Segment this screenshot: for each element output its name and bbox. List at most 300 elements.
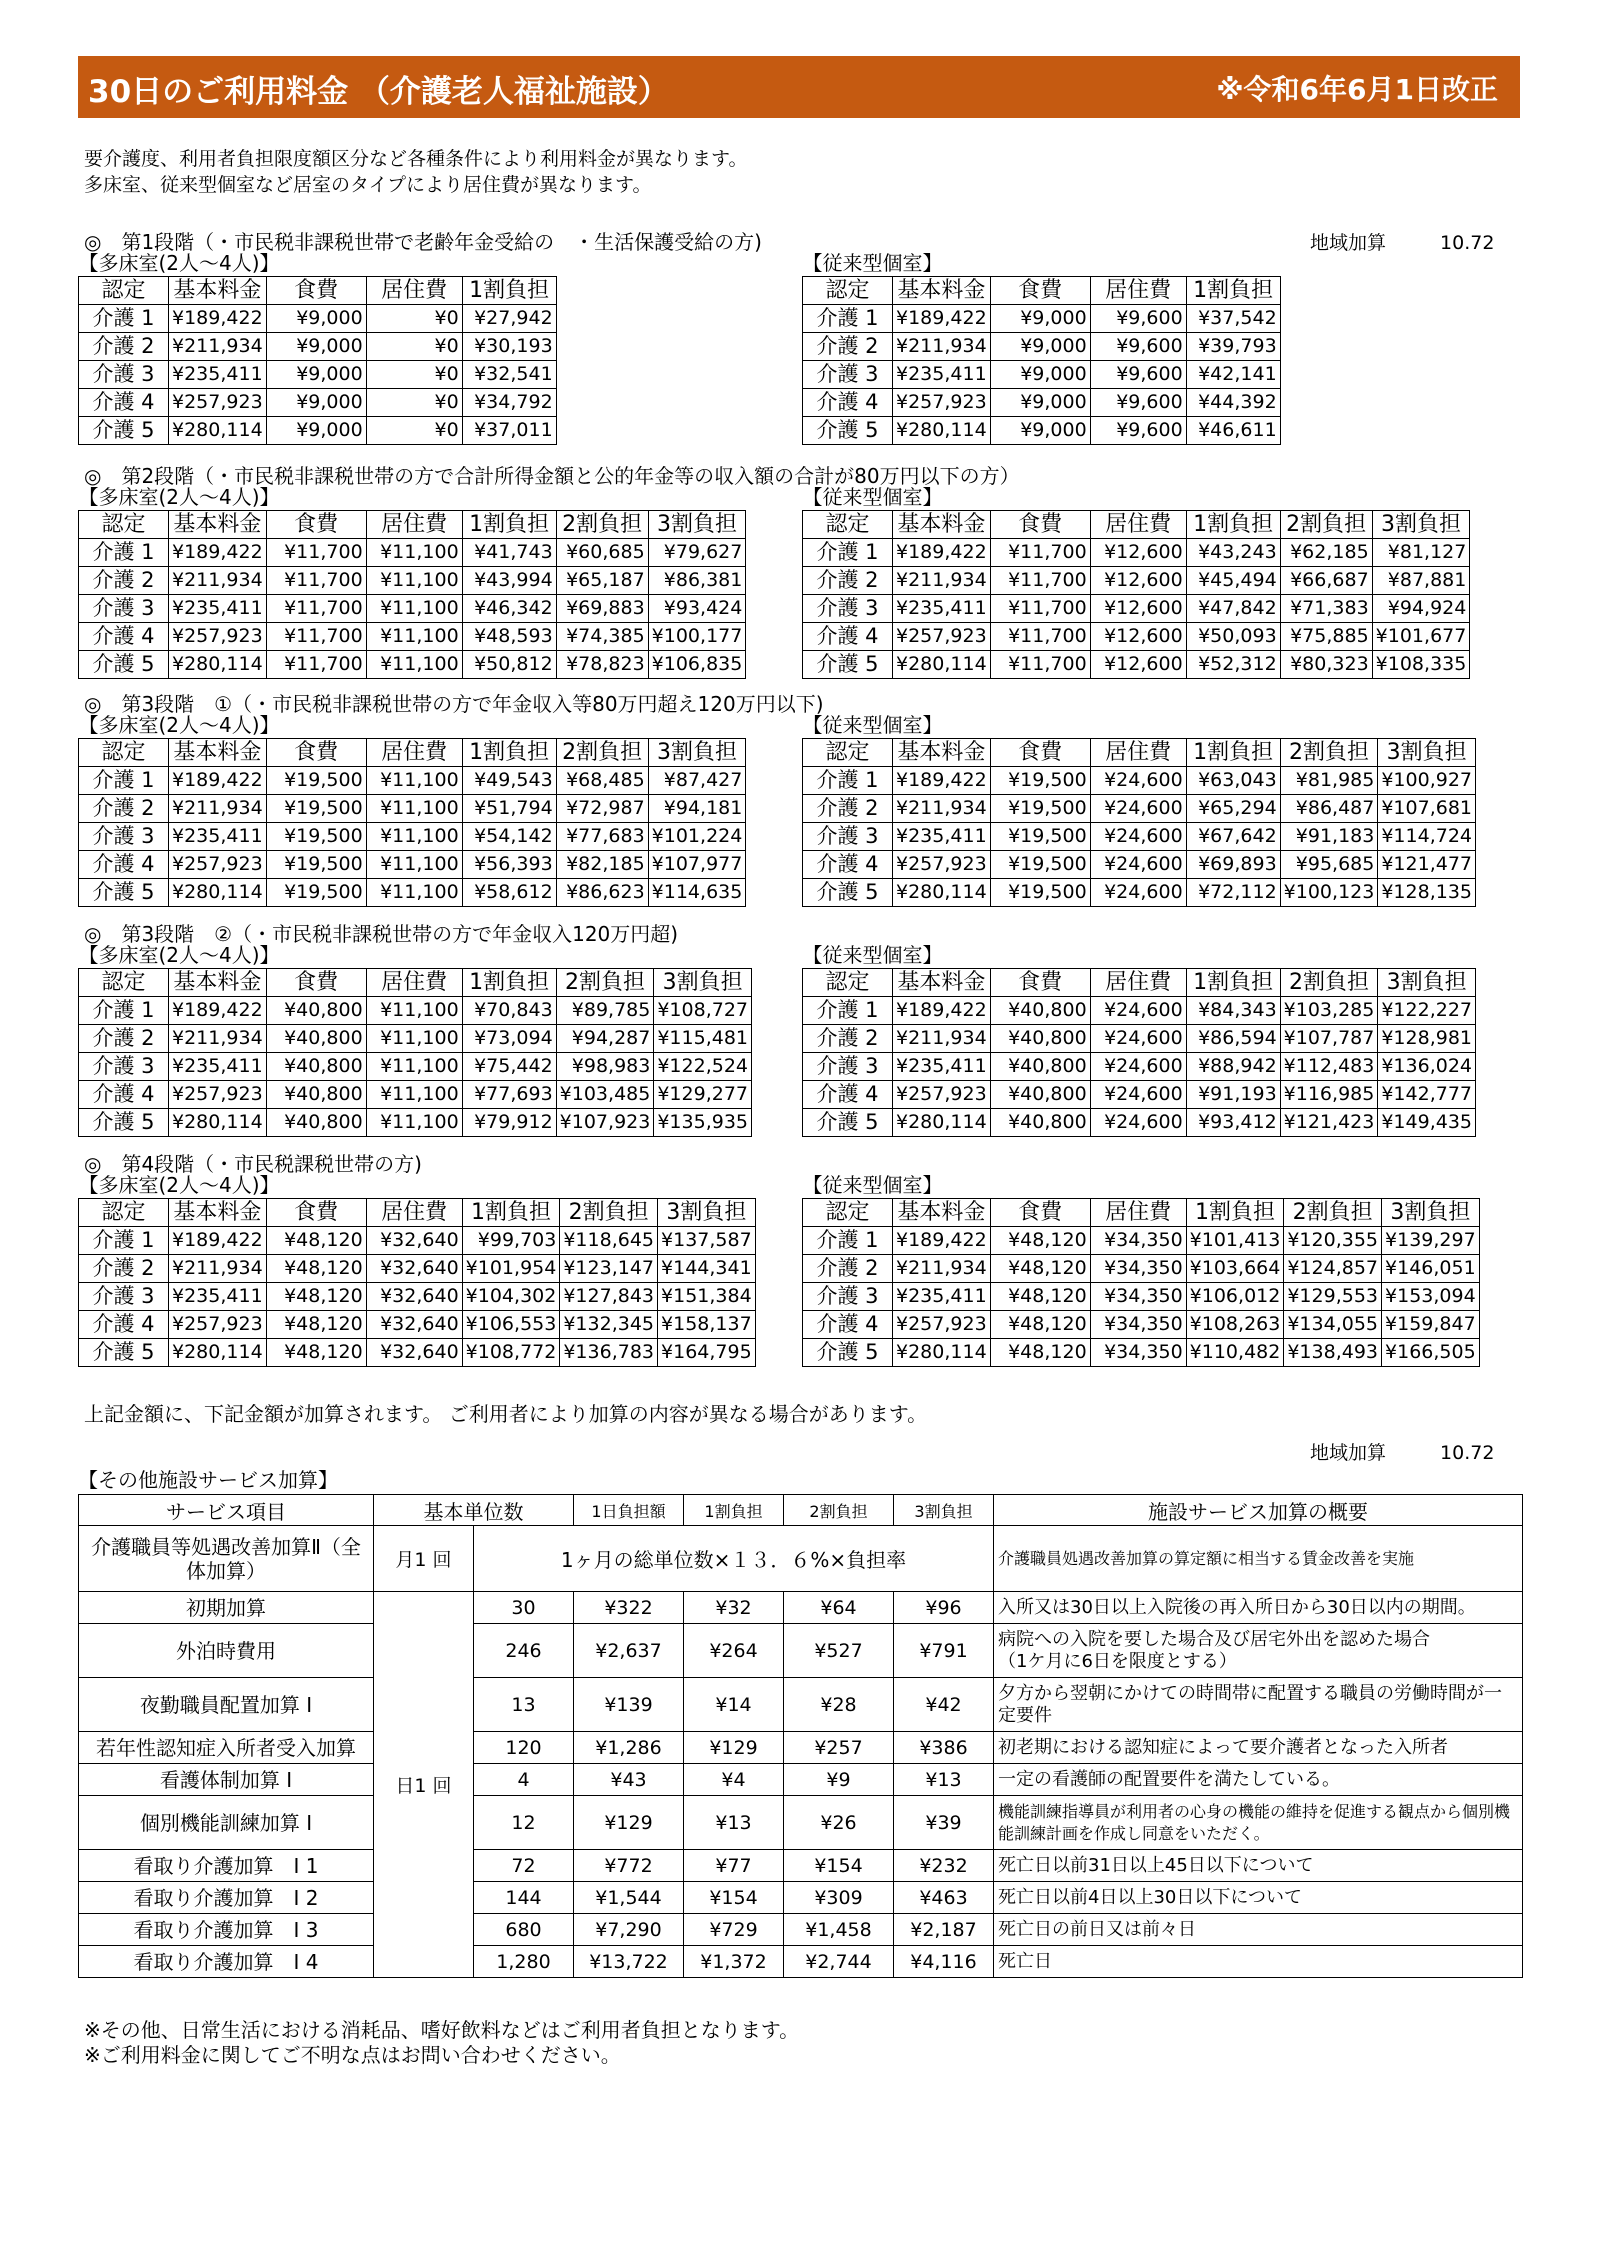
service-row [79,1796,1523,1850]
table-row [79,417,557,445]
table-row [803,1025,1476,1053]
col-header: 居住費 [1090,277,1186,305]
care-level: 介護 5 [79,417,169,445]
col-header: 居住費 [1090,969,1186,997]
table-row [79,1311,756,1339]
room-type-label: 【従来型個室】 [802,251,943,275]
fee-cell: ¥48,120 [266,1311,366,1339]
fee-cell: ¥121,423 [1280,1109,1378,1137]
table-row [79,1339,756,1367]
fee-cell: ¥32,541 [462,361,556,389]
page-title: 30日のご利用料金 （介護老人福祉施設） [88,74,669,110]
table-row [803,823,1476,851]
intro-line: 多床室、従来型個室など居室のタイプにより居住費が異なります。 [84,174,652,196]
room-type-label: 【多床室(2人～4人)】 [78,713,280,737]
col-header: 基本料金 [893,1199,991,1227]
fee-cell: ¥189,422 [169,1227,267,1255]
fee-cell: ¥11,100 [366,795,462,823]
daily-cost: ¥2,637 [574,1624,684,1678]
fee-cell: ¥189,422 [169,997,267,1025]
care-level: 介護 4 [803,851,893,879]
table-row [803,1283,1480,1311]
col-header: 1割負担 [462,1199,560,1227]
col-header: 1割負担 [1186,969,1280,997]
service-frequency: 日1 回 [374,1592,474,1978]
daily-cost: ¥1,286 [574,1732,684,1764]
fee-cell: ¥12,600 [1090,595,1186,623]
fee-cell: ¥280,114 [169,651,267,679]
fee-cell: ¥120,355 [1284,1227,1382,1255]
fee-cell: ¥24,600 [1090,1081,1186,1109]
col-header: 1割負担 [462,969,556,997]
copay-30: ¥2,187 [894,1914,994,1946]
fee-cell: ¥34,350 [1090,1283,1186,1311]
fee-cell: ¥257,923 [169,1081,267,1109]
fee-table-multi-bed [78,712,746,907]
unit-count: 144 [474,1882,574,1914]
table-row [803,1109,1476,1137]
fee-cell: ¥19,500 [266,851,366,879]
fee-cell: ¥100,927 [1378,767,1476,795]
room-type-label: 【多床室(2人～4人)】 [78,485,280,509]
col-header: 食費 [990,969,1090,997]
fee-cell: ¥235,411 [169,595,267,623]
header-row [79,511,746,539]
fee-cell: ¥75,442 [462,1053,556,1081]
fee-cell: ¥34,350 [1090,1311,1186,1339]
fee-cell: ¥32,640 [366,1255,462,1283]
table-row [79,1283,756,1311]
col-header: 認定 [803,969,893,997]
fee-cell: ¥78,823 [556,651,648,679]
fee-cell: ¥24,600 [1090,879,1186,907]
fee-cell: ¥70,843 [462,997,556,1025]
fee-cell: ¥44,392 [1186,389,1280,417]
fee-cell: ¥103,664 [1186,1255,1284,1283]
fee-cell: ¥48,120 [266,1255,366,1283]
col-header: 3割負担 [648,739,746,767]
copay-20: ¥154 [784,1850,894,1882]
col-header: 基本料金 [893,277,991,305]
fee-cell: ¥129,553 [1284,1283,1382,1311]
stage-title: ◎ 第1段階（・市民税非課税世帯で老齢年金受給の ・生活保護受給の方) [84,230,762,254]
fee-cell: ¥77,693 [462,1081,556,1109]
header-row [803,1199,1480,1227]
fee-cell: ¥280,114 [893,1109,991,1137]
daily-cost: ¥772 [574,1850,684,1882]
fee-cell: ¥40,800 [990,1081,1090,1109]
care-level: 介護 4 [79,623,169,651]
fee-cell: ¥89,785 [556,997,654,1025]
fee-cell: ¥48,120 [990,1311,1090,1339]
copay-30: ¥386 [894,1732,994,1764]
col-header: 基本料金 [169,969,267,997]
fee-cell: ¥79,627 [648,539,746,567]
col-header: 2割負担 [1280,511,1372,539]
footnote: ※ご利用料金に関してご不明な点はお問い合わせください。 [84,2043,621,2067]
service-row [79,1882,1523,1914]
fee-cell: ¥34,792 [462,389,556,417]
table-row [803,333,1281,361]
fee-cell: ¥11,100 [366,823,462,851]
fee-table-private-room [802,942,1476,1137]
unit-count: 246 [474,1624,574,1678]
col-header: 基本料金 [169,739,267,767]
room-type-label: 【従来型個室】 [802,713,943,737]
page-header [78,56,1520,118]
copay-10: ¥13 [684,1796,784,1850]
fee-cell: ¥211,934 [893,1255,991,1283]
table-row [79,997,752,1025]
fee-cell: ¥69,893 [1186,851,1280,879]
fee-cell: ¥72,112 [1186,879,1280,907]
table-row [79,567,746,595]
table-row [79,651,746,679]
col-header: 3割負担 [1378,969,1476,997]
fee-cell: ¥100,123 [1280,879,1378,907]
table-row [803,1227,1480,1255]
care-level: 介護 2 [803,333,893,361]
table-row [803,795,1476,823]
col-header: 認定 [79,739,169,767]
fee-cell: ¥0 [366,417,462,445]
fee-cell: ¥48,120 [990,1339,1090,1367]
fee-cell: ¥11,700 [266,539,366,567]
fee-table-private-room [802,250,1281,445]
fee-cell: ¥280,114 [893,1339,991,1367]
col-header: 基本料金 [893,969,991,997]
service-additions [78,1466,1522,1978]
fee-cell: ¥65,187 [556,567,648,595]
service-name: 看取り介護加算 I 3 [79,1914,374,1946]
table-row [79,1025,752,1053]
fee-cell: ¥48,120 [266,1227,366,1255]
copay-20: ¥309 [784,1882,894,1914]
fee-cell: ¥235,411 [893,361,991,389]
care-level: 介護 2 [79,1255,169,1283]
col-header: 居住費 [1090,1199,1186,1227]
fee-table-multi-bed [78,942,752,1137]
fee-cell: ¥82,185 [556,851,648,879]
care-level: 介護 5 [803,1339,893,1367]
region-value: 10.72 [1440,232,1495,254]
unit-count: 30 [474,1592,574,1624]
fee-cell: ¥280,114 [893,879,991,907]
fee-cell: ¥189,422 [893,997,991,1025]
care-level: 介護 2 [79,1025,169,1053]
fee-cell: ¥11,100 [366,1081,462,1109]
header-row [803,511,1470,539]
fee-cell: ¥37,542 [1186,305,1280,333]
care-level: 介護 4 [803,623,893,651]
fee-cell: ¥11,100 [366,595,462,623]
care-level: 介護 3 [79,361,169,389]
table-row [803,767,1476,795]
fee-cell: ¥68,485 [556,767,648,795]
table-row [803,1339,1480,1367]
table-row [79,539,746,567]
care-level: 介護 5 [803,879,893,907]
copay-30: ¥96 [894,1592,994,1624]
fee-cell: ¥159,847 [1382,1311,1480,1339]
fee-cell: ¥211,934 [893,333,991,361]
fee-cell: ¥211,934 [169,567,267,595]
fee-cell: ¥235,411 [893,1283,991,1311]
header-row [79,1199,756,1227]
care-level: 介護 4 [803,389,893,417]
fee-cell: ¥110,482 [1186,1339,1284,1367]
fee-cell: ¥60,685 [556,539,648,567]
col-header: 認定 [79,1199,169,1227]
table-row [803,879,1476,907]
care-level: 介護 5 [803,417,893,445]
fee-cell: ¥99,703 [462,1227,560,1255]
table-row [803,1311,1480,1339]
fee-cell: ¥86,487 [1280,795,1378,823]
fee-cell: ¥9,000 [266,389,366,417]
fee-cell: ¥9,000 [266,417,366,445]
header-row [79,739,746,767]
fee-cell: ¥11,700 [266,623,366,651]
col-header: 食費 [266,969,366,997]
region-adjust [1310,228,1494,255]
service-row [79,1732,1523,1764]
service-row [79,1592,1523,1624]
fee-cell: ¥280,114 [169,417,267,445]
fee-cell: ¥280,114 [893,651,991,679]
col-header: 認定 [803,739,893,767]
fee-cell: ¥108,772 [462,1339,560,1367]
service-name: 看取り介護加算 I 2 [79,1882,374,1914]
fee-cell: ¥164,795 [658,1339,756,1367]
fee-cell: ¥211,934 [169,795,267,823]
fee-cell: ¥108,335 [1372,651,1470,679]
copay-10: ¥32 [684,1592,784,1624]
revision-note: ※令和6年6月1日改正 [1216,73,1498,106]
service-name: 看取り介護加算 I 4 [79,1946,374,1978]
col-header: 1割負担 [1186,1199,1284,1227]
fee-cell: ¥107,977 [648,851,746,879]
fee-cell: ¥80,323 [1280,651,1372,679]
col-header: 基本単位数 [374,1495,574,1526]
fee-cell: ¥101,224 [648,823,746,851]
col-header: 基本料金 [893,511,991,539]
table-row [79,595,746,623]
fee-table-multi-bed [78,250,557,445]
table-row [79,851,746,879]
table-row [79,1255,756,1283]
care-level: 介護 1 [803,997,893,1025]
fee-cell: ¥101,677 [1372,623,1470,651]
care-level: 介護 5 [79,1109,169,1137]
addition-note: 上記金額に、下記金額が加算されます。 ご利用者により加算の内容が異なる場合があります。 [84,1402,928,1426]
fee-cell: ¥9,000 [990,389,1090,417]
fee-cell: ¥132,345 [560,1311,658,1339]
fee-cell: ¥54,142 [462,823,556,851]
copay-20: ¥28 [784,1678,894,1732]
fee-cell: ¥122,227 [1378,997,1476,1025]
fee-cell: ¥32,640 [366,1311,462,1339]
fee-cell: ¥9,000 [990,305,1090,333]
care-level: 介護 3 [803,823,893,851]
fee-cell: ¥72,987 [556,795,648,823]
fee-cell: ¥48,120 [990,1227,1090,1255]
table-row [803,997,1476,1025]
fee-cell: ¥108,263 [1186,1311,1284,1339]
fee-cell: ¥128,135 [1378,879,1476,907]
service-name: 初期加算 [79,1592,374,1624]
service-description: 死亡日の前日又は前々日 [994,1914,1523,1946]
table-row [79,361,557,389]
table-row [79,1053,752,1081]
fee-cell: ¥134,055 [1284,1311,1382,1339]
fee-cell: ¥24,600 [1090,1109,1186,1137]
fee-cell: ¥9,000 [266,361,366,389]
fee-cell: ¥46,342 [462,595,556,623]
table-row [803,623,1470,651]
fee-cell: ¥50,093 [1186,623,1280,651]
col-header: 2割負担 [556,511,648,539]
fee-cell: ¥108,727 [654,997,752,1025]
col-header: サービス項目 [79,1495,374,1526]
fee-cell: ¥100,177 [648,623,746,651]
care-level: 介護 1 [79,1227,169,1255]
region-label: 地域加算 [1310,232,1387,254]
table-row [803,595,1470,623]
fee-cell: ¥32,640 [366,1227,462,1255]
care-level: 介護 3 [79,595,169,623]
service-description: 夕方から翌朝にかけての時間帯に配置する職員の労働時間が一定要件 [994,1678,1523,1732]
col-header: 1割負担 [1186,739,1280,767]
copay-20: ¥64 [784,1592,894,1624]
fee-cell: ¥142,777 [1378,1081,1476,1109]
fee-cell: ¥235,411 [893,595,991,623]
daily-cost: ¥7,290 [574,1914,684,1946]
header-row [803,277,1281,305]
col-header: 居住費 [366,511,462,539]
fee-cell: ¥19,500 [990,879,1090,907]
fee-cell: ¥139,297 [1382,1227,1480,1255]
col-header: 居住費 [366,1199,462,1227]
col-header: 食費 [990,511,1090,539]
fee-cell: ¥94,287 [556,1025,654,1053]
unit-count: 72 [474,1850,574,1882]
fee-cell: ¥43,243 [1186,539,1280,567]
fee-cell: ¥86,623 [556,879,648,907]
col-header: 1割負担 [462,739,556,767]
fee-cell: ¥144,341 [658,1255,756,1283]
fee-cell: ¥67,642 [1186,823,1280,851]
copay-20: ¥527 [784,1624,894,1678]
fee-cell: ¥107,681 [1378,795,1476,823]
col-header: 2割負担 [556,739,648,767]
fee-cell: ¥63,043 [1186,767,1280,795]
service-table [78,1494,1523,1978]
fee-cell: ¥11,100 [366,851,462,879]
fee-cell: ¥27,942 [462,305,556,333]
daily-cost: ¥43 [574,1764,684,1796]
fee-cell: ¥257,923 [169,851,267,879]
fee-cell: ¥257,923 [169,389,267,417]
fee-cell: ¥9,600 [1090,333,1186,361]
service-name: 若年性認知症入所者受入加算 [79,1732,374,1764]
copay-30: ¥42 [894,1678,994,1732]
unit-count: 4 [474,1764,574,1796]
fee-cell: ¥189,422 [893,1227,991,1255]
copay-30: ¥4,116 [894,1946,994,1978]
fee-cell: ¥0 [366,305,462,333]
table-row [803,851,1476,879]
fee-cell: ¥84,343 [1186,997,1280,1025]
care-level: 介護 2 [803,1025,893,1053]
fee-table-multi-bed [78,484,746,679]
fee-cell: ¥93,424 [648,595,746,623]
fee-cell: ¥151,384 [658,1283,756,1311]
fee-cell: ¥75,885 [1280,623,1372,651]
service-caption: 【その他施設サービス加算】 [78,1468,338,1492]
table-row [79,795,746,823]
table-row [79,879,746,907]
care-level: 介護 1 [79,767,169,795]
col-header: 基本料金 [169,277,267,305]
fee-cell: ¥24,600 [1090,1053,1186,1081]
treatment-row [79,1526,1523,1592]
copay-20: ¥26 [784,1796,894,1850]
fee-cell: ¥280,114 [169,879,267,907]
table-row [803,417,1281,445]
fee-cell: ¥118,645 [560,1227,658,1255]
col-header: 食費 [266,277,366,305]
service-description: 死亡日 [994,1946,1523,1978]
col-header: 認定 [803,511,893,539]
fee-cell: ¥48,120 [266,1339,366,1367]
fee-cell: ¥124,857 [1284,1255,1382,1283]
service-description: 入所又は30日以上入院後の再入所日から30日以内の期間。 [994,1592,1523,1624]
copay-10: ¥4 [684,1764,784,1796]
fee-cell: ¥46,611 [1186,417,1280,445]
fee-cell: ¥123,147 [560,1255,658,1283]
care-level: 介護 3 [803,595,893,623]
table-row [803,1053,1476,1081]
col-header: 3割負担 [894,1495,994,1526]
fee-cell: ¥40,800 [266,1109,366,1137]
room-type-label: 【多床室(2人～4人)】 [78,943,280,967]
table-row [803,389,1281,417]
fee-cell: ¥257,923 [893,1081,991,1109]
fee-cell: ¥9,600 [1090,417,1186,445]
fee-cell: ¥137,587 [658,1227,756,1255]
care-level: 介護 5 [79,651,169,679]
fee-cell: ¥51,794 [462,795,556,823]
fee-cell: ¥86,594 [1186,1025,1280,1053]
intro-line: 要介護度、利用者負担限度額区分など各種条件により利用料金が異なります。 [84,148,748,170]
fee-cell: ¥93,412 [1186,1109,1280,1137]
fee-cell: ¥121,477 [1378,851,1476,879]
fee-cell: ¥50,812 [462,651,556,679]
fee-cell: ¥88,942 [1186,1053,1280,1081]
service-frequency: 月1 回 [374,1526,474,1592]
fee-cell: ¥101,413 [1186,1227,1284,1255]
fee-cell: ¥40,800 [990,1025,1090,1053]
fee-cell: ¥257,923 [893,389,991,417]
fee-cell: ¥9,000 [990,333,1090,361]
fee-cell: ¥42,141 [1186,361,1280,389]
care-level: 介護 1 [803,539,893,567]
service-row [79,1624,1523,1678]
col-header: 居住費 [1090,739,1186,767]
care-level: 介護 2 [79,567,169,595]
care-level: 介護 2 [803,1255,893,1283]
